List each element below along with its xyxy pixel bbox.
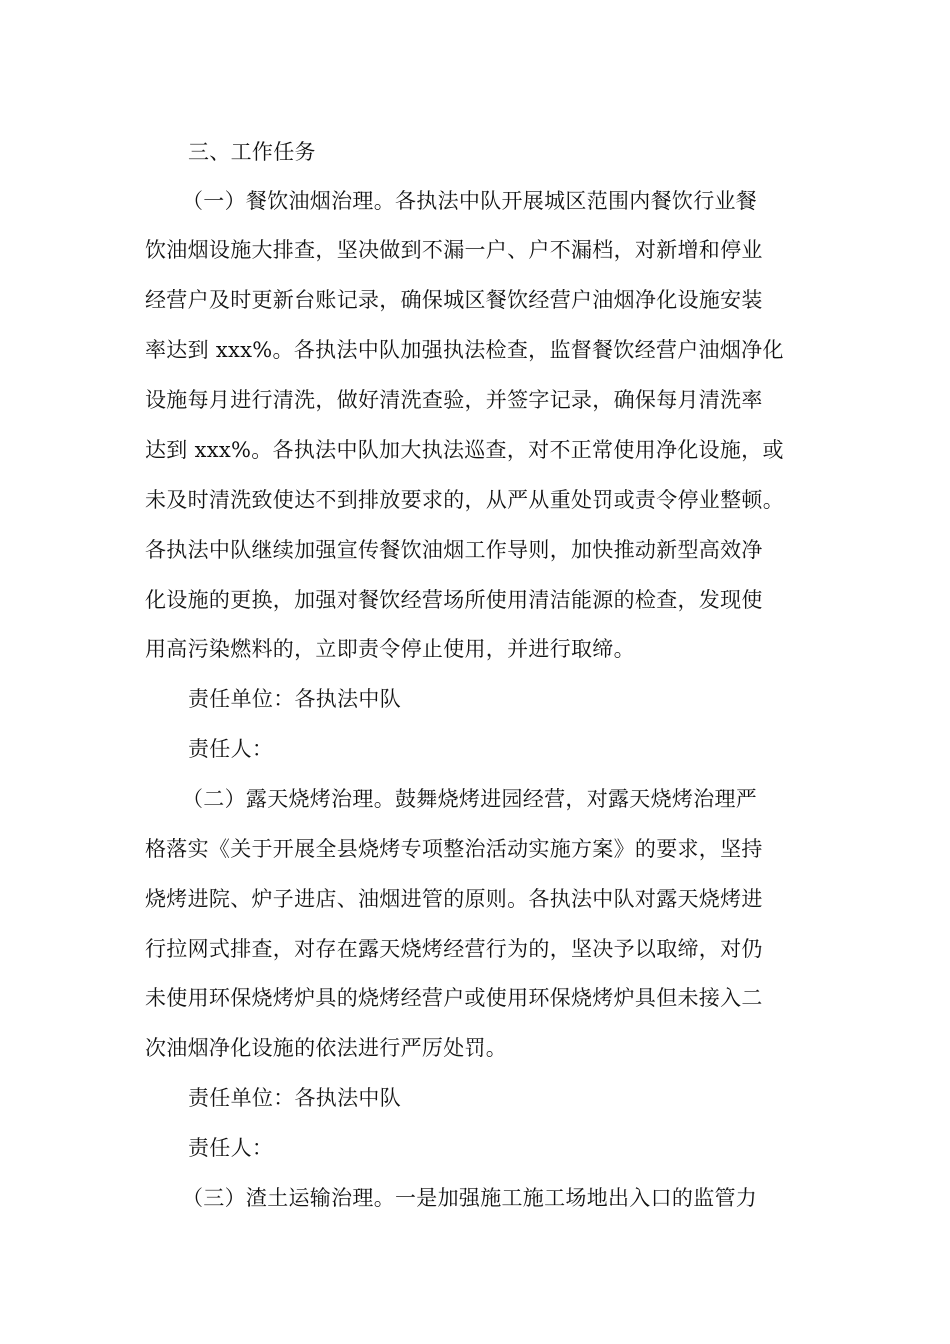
item1-line: 率达到 xxx%。各执法中队加强执法检查，监督餐饮经营户油烟净化 xyxy=(145,338,784,362)
item2-line: 行拉网式排查，对存在露天烧烤经营行为的，坚决予以取缔，对仍 xyxy=(145,937,763,961)
item2-line: 未使用环保烧烤炉具的烧烤经营户或使用环保烧烤炉具但未接入二 xyxy=(145,986,763,1010)
item1-line: 用高污染燃料的，立即责令停止使用，并进行取缔。 xyxy=(145,637,635,661)
item1-line: 设施每月进行清洗，做好清洗查验，并签字记录，确保每月清洗率 xyxy=(145,388,763,412)
item3-line: （三）渣土运输治理。一是加强施工施工场地出入口的监管力 xyxy=(182,1186,758,1210)
item2-line: 次油烟净化设施的依法进行严厉处罚。 xyxy=(145,1036,508,1060)
item1-line: 饮油烟设施大排查，坚决做到不漏一户、户不漏档，对新增和停业 xyxy=(145,238,763,262)
section-heading: 三、工作任务 xyxy=(188,140,316,164)
item1-line: 化设施的更换，加强对餐饮经营场所使用清洁能源的检查，发现使 xyxy=(145,588,763,612)
item1-line: （一）餐饮油烟治理。各执法中队开展城区范围内餐饮行业餐 xyxy=(182,189,758,213)
item1-line: 未及时清洗致使达不到排放要求的，从严从重处罚或责令停业整顿。 xyxy=(145,488,784,512)
item2-responsible-unit: 责任单位：各执法中队 xyxy=(188,1086,401,1110)
item1-line: 达到 xxx%。各执法中队加大执法巡查，对不正常使用净化设施，或 xyxy=(145,438,784,462)
item1-line: 经营户及时更新台账记录，确保城区餐饮经营户油烟净化设施安装 xyxy=(145,288,763,312)
item1-responsible-person: 责任人： xyxy=(188,737,274,761)
item1-responsible-unit: 责任单位：各执法中队 xyxy=(188,687,401,711)
item2-line: 格落实《关于开展全县烧烤专项整治活动实施方案》的要求，坚持 xyxy=(145,837,763,861)
item2-responsible-person: 责任人： xyxy=(188,1136,274,1160)
item2-line: 烧烤进院、炉子进店、油烟进管的原则。各执法中队对露天烧烤进 xyxy=(145,887,763,911)
item1-line: 各执法中队继续加强宣传餐饮油烟工作导则，加快推动新型高效净 xyxy=(145,538,763,562)
item2-line: （二）露天烧烤治理。鼓舞烧烤进园经营，对露天烧烤治理严 xyxy=(182,787,758,811)
